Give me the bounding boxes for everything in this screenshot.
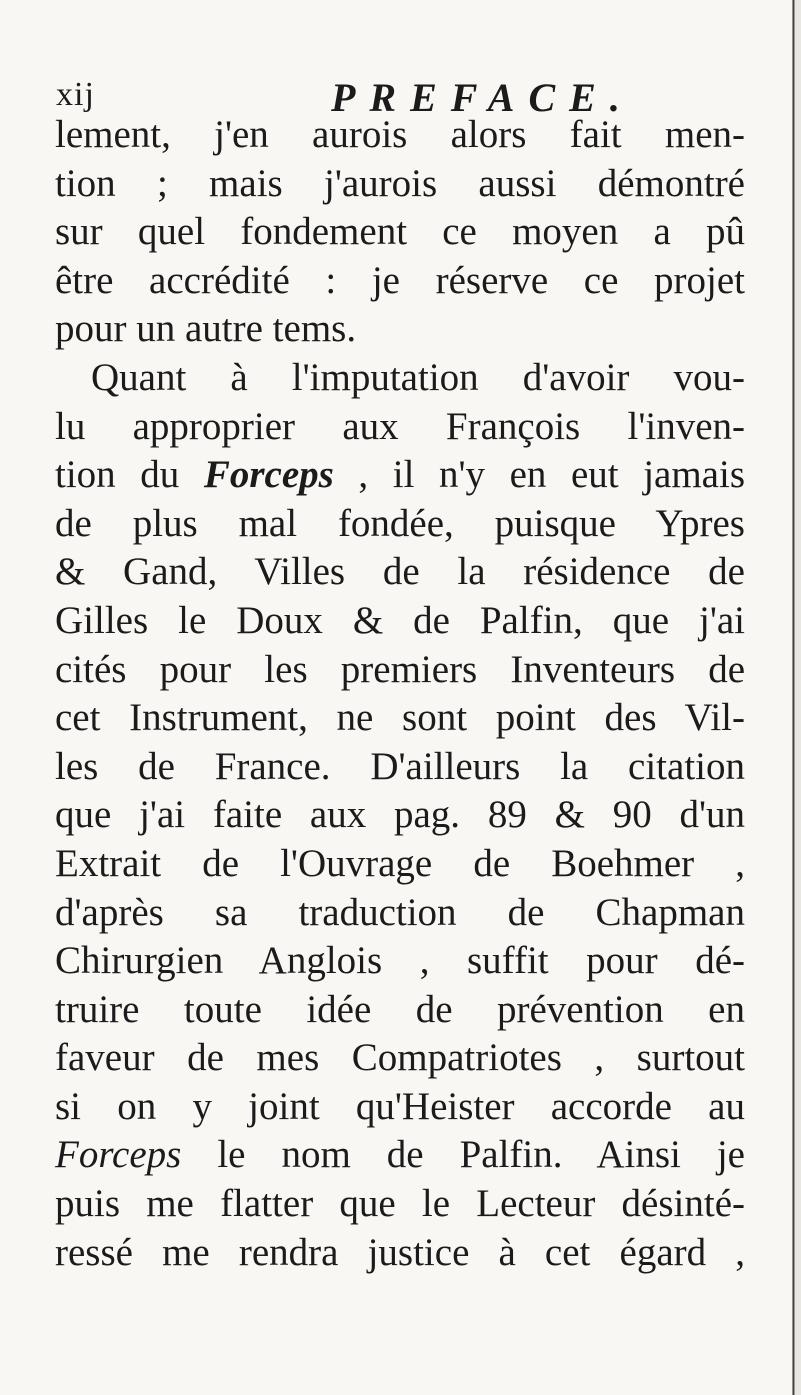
text-line: & Gand, Villes de la résidence de <box>55 550 745 594</box>
italic-term: Forceps <box>203 453 334 497</box>
body-text <box>55 111 745 1277</box>
text-line: que j'ai faite aux pag. 89 & 90 d'un <box>55 793 745 837</box>
text-line: Chirurgien Anglois , suffit pour dé- <box>55 939 745 983</box>
text-line: si on y joint qu'Heister accorde au <box>55 1084 745 1128</box>
text-line: cet Instrument, ne sont point des Vil- <box>55 696 745 740</box>
text-segment: tion du <box>55 453 204 497</box>
page-number: xij <box>56 76 95 113</box>
page-edge <box>795 0 801 1395</box>
text-line: pour un autre tems. <box>55 307 357 351</box>
text-line: d'après sa traduction de Chapman <box>55 890 745 934</box>
text-line: faveur de mes Compatriotes , surtout <box>55 1036 745 1080</box>
text-line: puis me flatter que le Lecteur désinté- <box>55 1182 745 1226</box>
text-line: Extrait de l'Ouvrage de Boehmer , <box>55 841 745 885</box>
italic-term: Forceps <box>55 1133 182 1177</box>
text-line: Quant à l'imputation d'avoir vou- <box>91 355 745 399</box>
text-line: de plus mal fondée, puisque Ypres <box>55 501 745 545</box>
running-title: PREFACE. <box>331 75 634 120</box>
text-line: cités pour les premiers Inventeurs de <box>55 647 745 691</box>
text-line: être accrédité : je réserve ce projet <box>55 258 745 302</box>
text-line: sur quel fondement ce moyen a pû <box>55 210 745 254</box>
text-line: Gilles le Doux & de Palfin, que j'ai <box>55 598 745 642</box>
text-line: truire toute idée de prévention en <box>55 987 745 1031</box>
text-line: les de France. D'ailleurs la citation <box>55 744 745 788</box>
text-line: lu approprier aux François l'inven- <box>55 404 745 448</box>
text-line <box>55 451 745 500</box>
text-segment: le nom de Palfin. Ainsi je <box>181 1133 745 1177</box>
text-line: lement, j'en aurois alors fait men- <box>55 113 745 156</box>
text-line <box>55 1131 745 1180</box>
text-line: tion ; mais j'aurois aussi démontré <box>55 161 745 205</box>
text-segment: , il n'y en eut jamais <box>333 453 745 497</box>
page-edge-line <box>792 0 795 1395</box>
text-line: ressé me rendra justice à cet égard , <box>55 1230 745 1274</box>
